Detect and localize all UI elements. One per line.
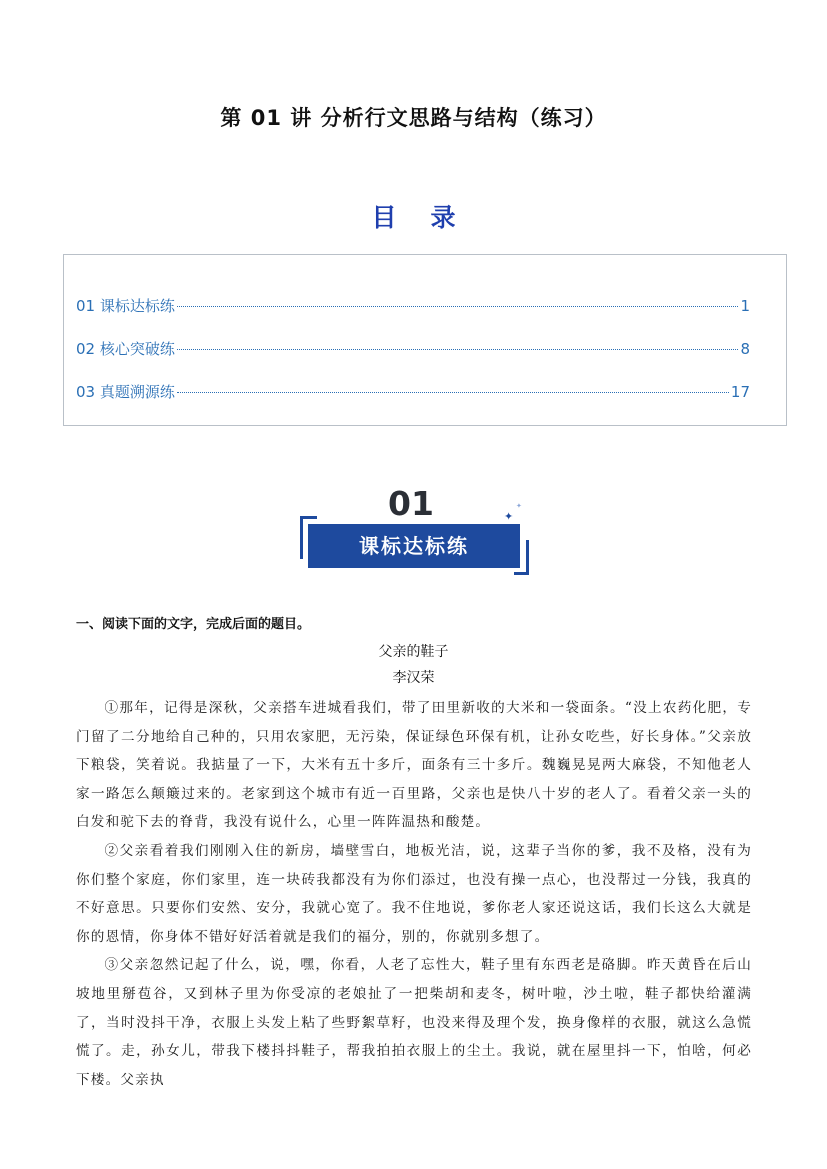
sparkle-icon: ✦ xyxy=(504,510,514,523)
sparkle-dot-icon: ✦ xyxy=(516,502,522,510)
toc-leader xyxy=(177,392,729,393)
section-banner: 课标达标练 xyxy=(308,524,520,568)
toc-entry-page[interactable]: 17 xyxy=(730,383,750,401)
toc-leader xyxy=(177,349,739,350)
section-number: 01 xyxy=(388,484,434,523)
toc-entry-label[interactable]: 02 核心突破练 xyxy=(76,340,175,358)
paragraph-3: ③父亲忽然记起了什么，说，嘿，你看，人老了忘性大，鞋子里有东西老是硌脚。昨天黄昏在后山坡地里掰苞谷，又到林子里为你受凉的老娘扯了一把柴胡和麦冬，树叶啦，沙土啦，鞋子都快给灌满了，当时没抖干净，衣服上头发上粘了些野絮草籽，也没来得及理个发，换身像样的衣服，就这么急慌慌了。走，孙女儿，带我下楼抖抖鞋子，帮我拍拍衣服上的尘土。我说，就在屋里抖一下，怕啥，何必下楼。父亲执 xyxy=(76,957,752,1088)
toc-entry-2[interactable] xyxy=(76,338,750,359)
toc-entry-page[interactable]: 1 xyxy=(740,297,750,315)
question-instruction: 一、阅读下面的文字，完成后面的题目。 xyxy=(76,617,311,632)
paragraph-2: ②父亲看着我们刚刚入住的新房，墙壁雪白，地板光洁，说，这辈子当你的爹，我不及格，没有为你们整个家庭，你们家里，连一块砖我都没有为你们添过，也没有操一点心，也没帮过一分钱，我真的不好意思。只要你们安然、安分，我就心宽了。我不住地说，爹你老人家还说这话，我们长这么大就是你的恩情，你身体不错好好活着就是我们的福分，别的，你就别多想了。 xyxy=(76,842,752,945)
toc-leader xyxy=(177,306,739,307)
article-body xyxy=(76,694,752,1094)
toc-heading-right: 录 xyxy=(430,203,456,232)
toc-entry-3[interactable] xyxy=(76,381,750,402)
article-author: 李汉荣 xyxy=(392,670,435,686)
document-title: 第 01 讲 分析行文思路与结构（练习） xyxy=(220,106,607,130)
toc-entry-page[interactable]: 8 xyxy=(740,340,750,358)
toc-heading xyxy=(0,198,827,234)
toc-entry-label[interactable]: 01 课标达标练 xyxy=(76,297,175,315)
table-of-contents xyxy=(63,254,787,426)
article-title: 父亲的鞋子 xyxy=(378,644,449,660)
section-badge xyxy=(300,484,530,576)
toc-heading-left: 目 xyxy=(371,203,397,232)
toc-entry-1[interactable] xyxy=(76,295,750,316)
toc-entry-label[interactable]: 03 真题溯源练 xyxy=(76,383,175,401)
paragraph-1: ①那年，记得是深秋，父亲搭车进城看我们，带了田里新收的大米和一袋面条。“没上农药化肥，专门留了二分地给自己种的，只用农家肥，无污染，保证绿色环保有机，让孙女吃些，好长身体。”父亲放下粮袋，笑着说。我掂量了一下，大米有五十多斤，面条有三十多斤。魏巍晃晃两大麻袋，不知他老人家一路怎么颠簸过来的。老家到这个城市有近一百里路，父亲也是快八十岁的老人了。看着父亲一头的白发和驼下去的脊背，我没有说什么，心里一阵阵温热和酸楚。 xyxy=(76,700,752,831)
